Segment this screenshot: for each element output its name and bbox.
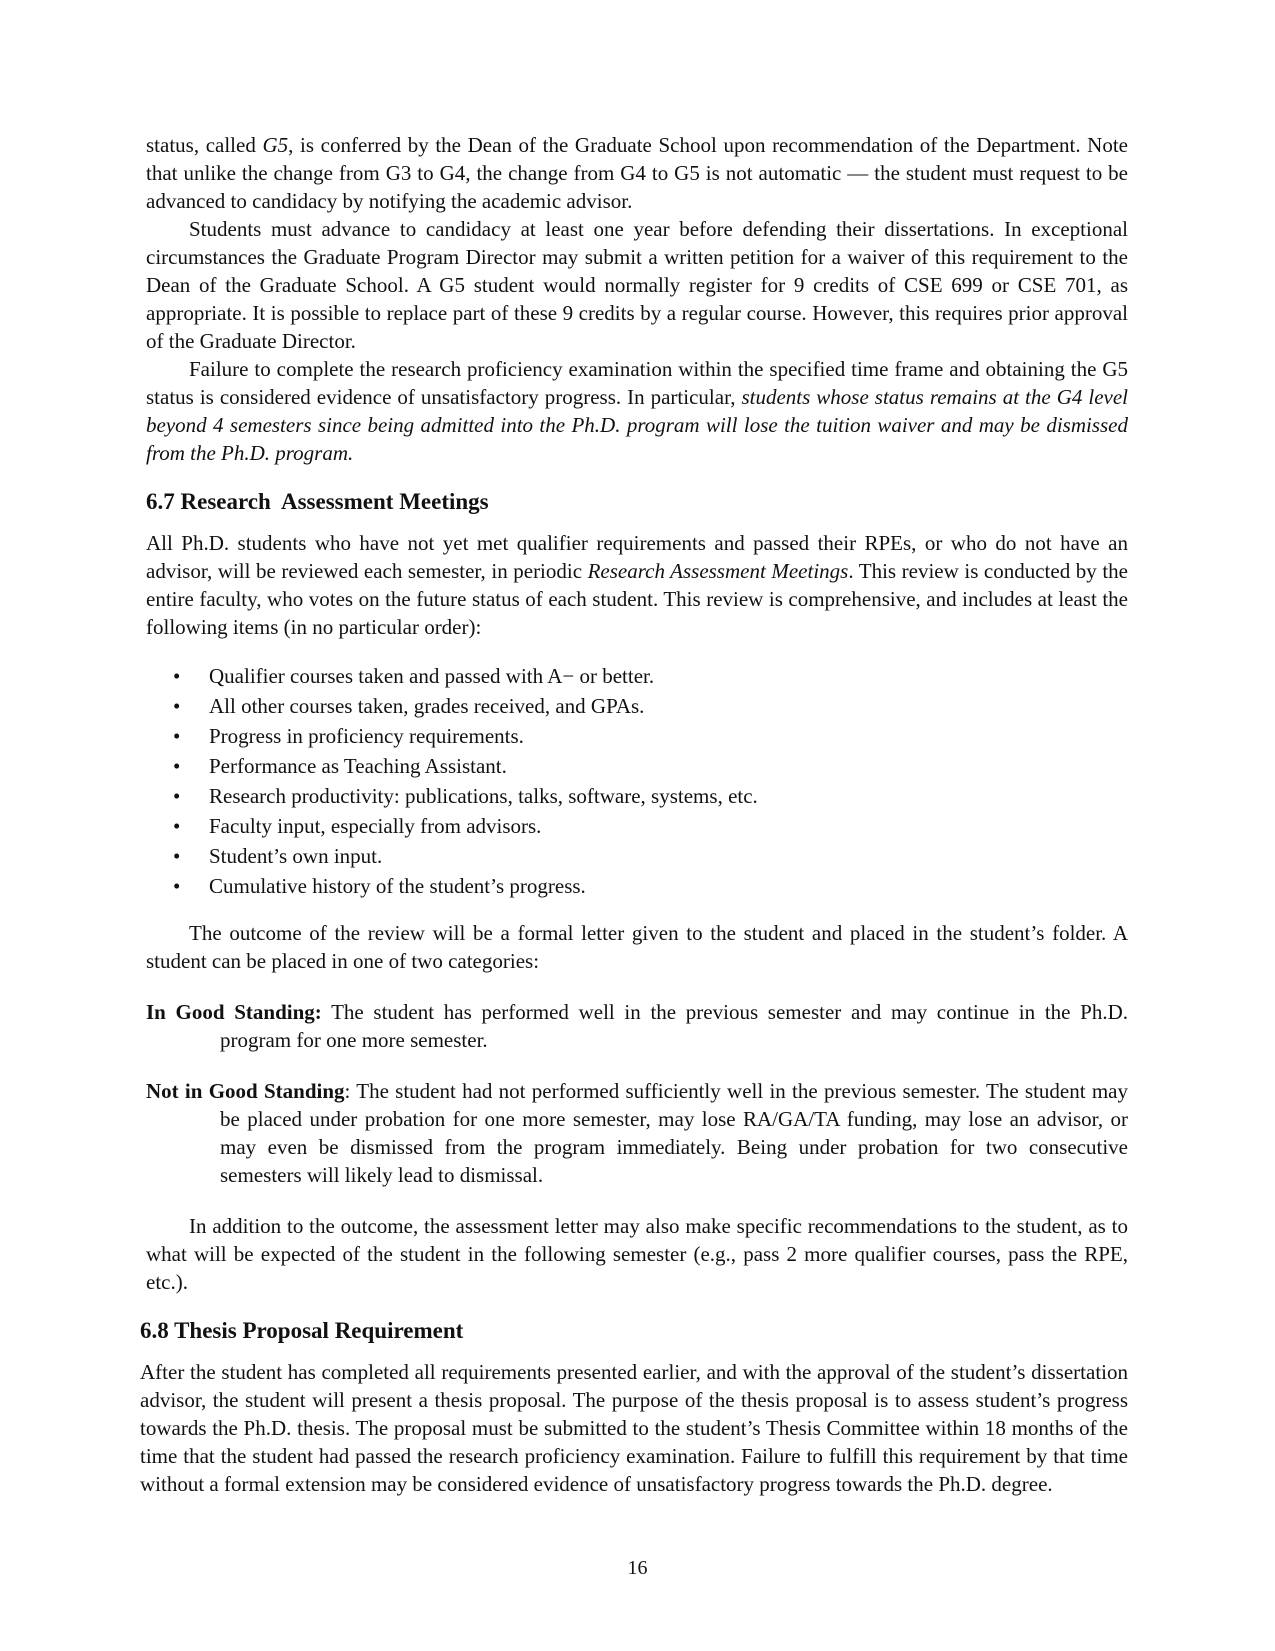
definition-not-good-standing: Not in Good Standing: The student had not performed sufficiently well in the previous semester. The student may be placed under probation for one more semester, may lose RA/GA/TA funding, may lose an advisor, or may even be dismissed from the program immediately. Being under probation for two consecutive semesters will likely lead to dismissal. bbox=[146, 1079, 1128, 1187]
g5-term: G5 bbox=[262, 133, 289, 157]
failure-emphasis: students whose status remains at the G4 level beyond 4 semesters since being admitted into the Ph.D. program will lose the tuition waiver and may be dismissed from the Ph.D. program. bbox=[146, 385, 1128, 465]
page-number: 16 bbox=[627, 1557, 648, 1579]
bullet-icon: • bbox=[173, 784, 181, 808]
bullet-icon: • bbox=[173, 844, 181, 868]
bullet-icon: • bbox=[173, 724, 181, 748]
paragraph-candidacy: Students must advance to candidacy at least one year before defending their dissertations. In exceptional circumstances the Graduate Program Director may submit a written petition for a waiver of this requirement to the Dean of the Graduate School. A G5 student would normally register for 9 credits of CSE 699 or CSE 701, as appropriate. It is possible to replace part of these 9 credits by a regular course. However, this requires prior approval of the Graduate Director. bbox=[146, 217, 1128, 353]
section-6-8 bbox=[140, 1316, 1128, 1498]
section-heading-6-8: 6.8 Thesis Proposal Requirement bbox=[140, 1318, 464, 1343]
paragraph-g5-status: status, called G5, is conferred by the Dean of the Graduate School upon recommendation of the Department. Note that unlike the change from G3 to G4, the change from G4 to G5 is not automatic — the student must request to be advanced to candidacy by notifying the academic advisor. bbox=[146, 133, 1129, 213]
bullet-icon: • bbox=[173, 874, 181, 898]
paragraph-outcome: The outcome of the review will be a formal letter given to the student and placed in the student’s folder. A student can be placed in one of two categories: bbox=[146, 921, 1128, 973]
list-item: • Faculty input, especially from advisors. bbox=[146, 811, 1128, 841]
term-not-good-standing: Not in Good Standing bbox=[146, 1079, 345, 1103]
list-item: • Research productivity: publications, talks, software, systems, etc. bbox=[146, 781, 1128, 811]
bullet-icon: • bbox=[173, 814, 181, 838]
definition-good-standing: In Good Standing: The student has performed well in the previous semester and may continue in the Ph.D. program for one more semester. bbox=[146, 1000, 1129, 1052]
page-body bbox=[140, 131, 1129, 1498]
paragraph-assessment-intro: All Ph.D. students who have not yet met qualifier requirements and passed their RPEs, or who do not have an advisor, will be reviewed each semester, in periodic Research Assessment Meetings. This review is conducted by the entire faculty, who votes on the future status of each student. This review is comprehensive, and includes at least the following items (in no particular order): bbox=[146, 531, 1128, 639]
paragraph-thesis-proposal: After the student has completed all requirements presented earlier, and with the approval of the student’s dissertation advisor, the student will present a thesis proposal. The purpose of the thesis proposal is to assess student’s progress towards the Ph.D. thesis. The proposal must be submitted to the student’s Thesis Committee within 18 months of the time that the student had passed the research proficiency examination. Failure to fulfill this requirement by that time without a formal extension may be considered evidence of unsatisfactory progress towards the Ph.D. degree. bbox=[140, 1360, 1128, 1496]
list-item: • Student’s own input. bbox=[146, 841, 1128, 871]
paragraph-addition: In addition to the outcome, the assessment letter may also make specific recommendations to the student, as to what will be expected of the student in the following semester (e.g., pass 2 more qualifier courses, pass the RPE, etc.). bbox=[146, 1214, 1128, 1294]
assessment-meetings-term: Research Assessment Meetings bbox=[587, 559, 849, 583]
list-item: • All other courses taken, grades received, and GPAs. bbox=[146, 691, 1128, 721]
list-item: • Cumulative history of the student’s progress. bbox=[146, 871, 1128, 901]
list-item: • Performance as Teaching Assistant. bbox=[146, 751, 1128, 781]
bullet-icon: • bbox=[173, 664, 181, 688]
term-good-standing: In Good Standing: bbox=[146, 1000, 322, 1024]
list-item: • Progress in proficiency requirements. bbox=[146, 721, 1128, 751]
bullet-icon: • bbox=[173, 694, 181, 718]
bullet-icon: • bbox=[173, 754, 181, 778]
paragraph-failure: Failure to complete the research proficiency examination within the specified time frame and obtaining the G5 status is considered evidence of unsatisfactory progress. In particular, students whose status remains at the G4 level beyond 4 semesters since being admitted into the Ph.D. program will lose the tuition waiver and may be dismissed from the Ph.D. program. bbox=[146, 357, 1128, 465]
list-item: • Qualifier courses taken and passed with A− or better. bbox=[146, 661, 1128, 691]
section-heading-6-7: 6.7 Research Assessment Meetings bbox=[146, 489, 489, 514]
review-items-list bbox=[146, 661, 1128, 901]
